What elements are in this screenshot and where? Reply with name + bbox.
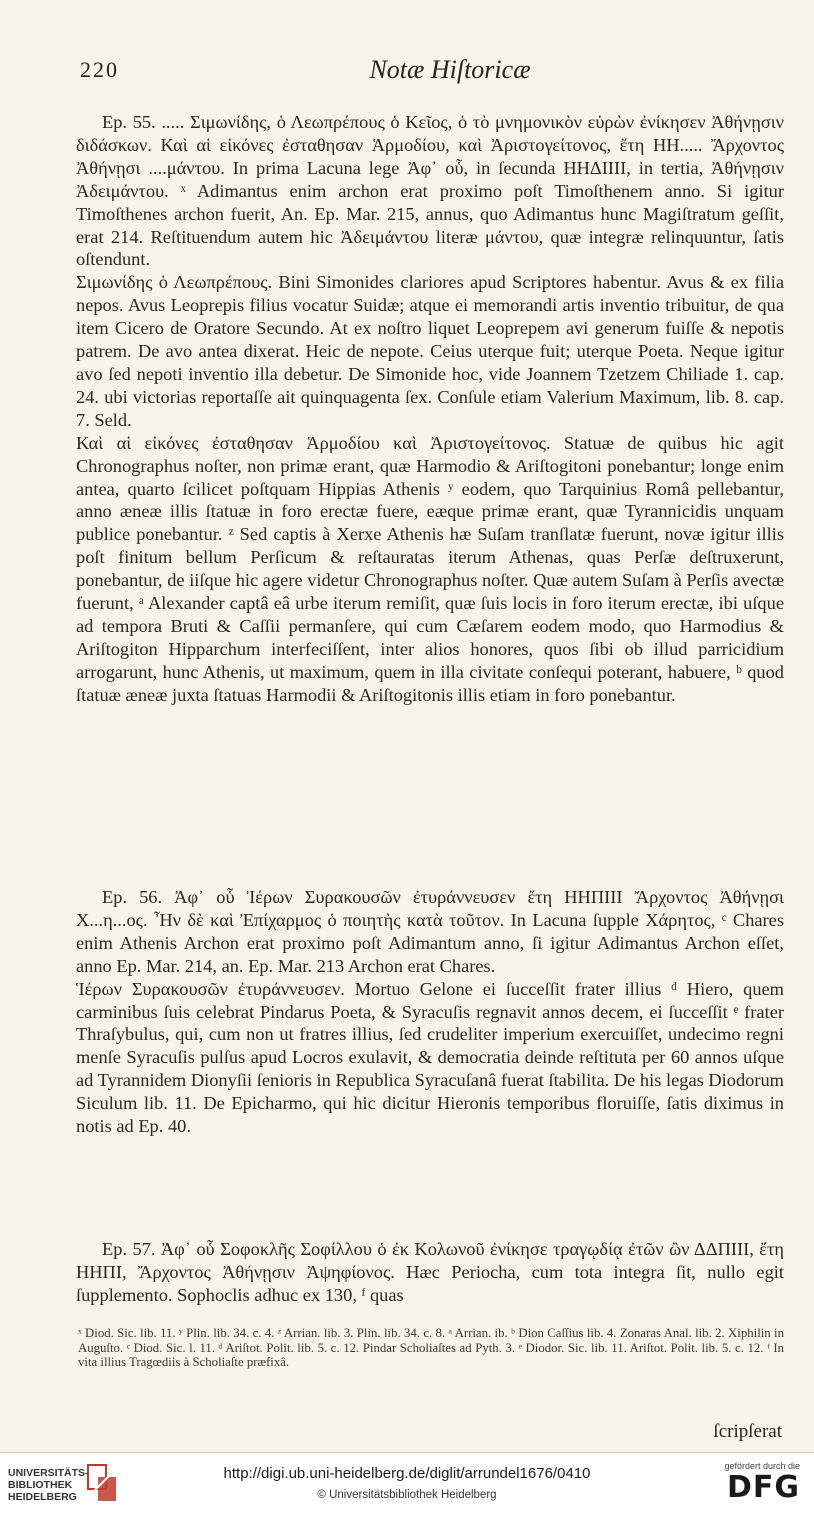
ep57-paragraph-1: Ep. 57. Ἀφ᾽ οὗ Σοφοκλῆς Σοφίλλου ὁ ἐκ Κολωνοῦ ἐνίκησε τραγῳδίᾳ ἐτῶν ὢν ΔΔΠΙΙΙ, ἔτη ΗΗΠΙ, Ἄρχοντος Ἀθήνῃσιν Ἀψηφίονος. Hæc Periocha, cum tota integra ſit, nullo egit ſupplemento. Sophoclis adhuc ex 130, ᶠ quas <box>76 1239 784 1305</box>
ep55-paragraph-3: Καὶ αἱ εἰκόνες ἐσταθησαν Ἁρμοδίου καὶ Ἀριστογείτονος. Statuæ de quibus hic agit Chronographus noſter, non primæ erant, quæ Harmodio & Ariſtogitoni ponebantur; longe enim antea, quarto ſcilicet poſtquam Hippias Athenis ʸ eodem, quo Tarquinius Româ pellebantur, anno æneæ illis ſtatuæ in foro erectæ fuere, eæque primæ erant, quæ Tyrannicidis unquam publice ponebantur. ᶻ Sed captis à Xerxe Athenis hæ Suſam tranſlatæ fuerunt, novæ igitur illis poſt finitum bellum Perſicum & reſtauratas iterum Athenas, quas Perſæ deſtruxerunt, ponebantur, de iiſque hic agere videtur Chronographus noſter. Quæ autem Suſam à Perſis avectæ fuerunt, ᵃ Alexander captâ eâ urbe iterum remiſit, quæ ſuis locis in foro iterum erectæ, ibi uſque ad tempora Bruti & Caſſii permanſere, qui cum Cæſarem eodem modo, quo Harmodius & Ariſtogiton Hipparchum interfeciſſent, inter alios honores, quos ſibi ob illud parricidium arrogarunt, hunc Athenis, ut maximum, quem in illa civitate conſequi poterant, habuere, ᵇ quod ſtatuæ æneæ juxta ſtatuas Harmodii & Ariſtogitonis illis etiam in foro ponebantur. <box>76 432 784 705</box>
ep55-paragraph-1: Ep. 55. ..... Σιμωνίδης, ὁ Λεωπρέπους ὁ Κεῖος, ὁ τὸ μνημονικὸν εὑρὼν ἐνίκησεν Ἀθήνῃσιν διδάσκων. Καὶ αἱ εἰκόνες ἐσταθησαν Ἁρμοδίου, καὶ Ἀριστογείτονος, ἔτη ΗΗ..... Ἄρχοντος Ἀθήνῃσι ....μάντου. In prima Lacuna lege Ἀφ᾽ οὗ, in ſecunda ΗΗΔΙΙΙΙ, in tertia, Ἀθήνῃσιν Ἀδειμάντου. ˣ Adimantus enim archon erat proximo poſt Timoſthenem anno. Si igitur Timoſthenes archon fuerit, An. Ep. Mar. 215, annus, quo Adimantus hunc Magiſtratum geſſit, erat 214. Reſtituendum autem hic Ἀδειμάντου literæ μάντου, quæ integræ relinquuntur, ſatis oſtendunt. <box>76 112 784 270</box>
viewer-footer <box>0 1452 814 1518</box>
page-number: 220 <box>80 57 119 82</box>
ep56-paragraph-2: Ἱέρων Συρακουσῶν ἐτυράννευσεν. Mortuo Gelone ei ſucceſſit frater illius ᵈ Hiero, quem carminibus ſuis celebrat Pindarus Poeta, & Syracuſis regnavit annos decem, ei ſucceſſit ᵉ frater Thraſybulus, qui, cum non ut fratres illius, ſed crudeliter imperium exercuiſſet, undecimo regni menſe Syracuſis pulſus apud Locros exulavit, & democratia deinde reſtituta per 60 annos uſque ad Tyrannidem Dionyſii ſenioris in Republica Syracuſanâ fuerat ſtabilita. De his legas Diodorum Siculum lib. 11. De Epicharmo, qui hic dicitur Hieronis temporibus floruiſſe, ſatis diximus in notis ad Ep. 40. <box>76 978 784 1137</box>
footnotes: ˣ Diod. Sic. lib. 11. ʸ Plin. lib. 34. c. 4. ᶻ Arrian. lib. 3. Plin. lib. 34. c. 8. ᵃ Arrian. ib. ᵇ Dion Caſſius lib. 4. Zonaras Anal. lib. 2. Xiphilin in Auguſto. ᶜ Diod. Sic. l. 11. ᵈ Ariſtot. Polit. lib. 5. c. 12. Pindar Scholiaſtes ad Pyth. 3. ᵉ Diodor. Sic. lib. 11. Ariſtot. Polit. lib. 5. c. 12. ᶠ In vita illius Tragœdiis à Scholiaſte præfixâ. <box>78 1326 784 1369</box>
catchword: ſcripſerat <box>713 1421 782 1442</box>
page-header <box>80 55 784 87</box>
ep55-paragraph-2: Σιμωνίδης ὁ Λεωπρέπους. Bini Simonides clariores apud Scriptores habentur. Avus & ex filia nepos. Avus Leoprepis filius vocatur Suidæ; atque ei memorandi artis inventio tribuitur, de qua item Cicero de Oratore Secundo. At ex noſtro liquet Leoprepem avi generum fuiſſe & nepotis patrem. De avo antea dixerat. Heic de nepote. Ceius uterque fuit; uterque Poeta. Neque igitur avo ſed nepoti inventio illa debetur. De Simonide hoc, vide Joannem Tzetzem Chiliade 1. cap. 24. ubi victorias reportaſſe ait quinquagenta ſex. Conſule etiam Valerium Maximum, lib. 8. cap. 7. Seld. <box>76 272 784 430</box>
running-title: Notæ Hiſtoricæ <box>369 55 531 84</box>
funder-logo[interactable] <box>710 1461 800 1511</box>
entry-ep56 <box>76 886 784 1138</box>
entry-ep57 <box>76 1238 784 1307</box>
ep56-paragraph-1: Ep. 56. Ἀφ᾽ οὗ Ἱέρων Συρακουσῶν ἐτυράννευσεν ἔτη ΗΗΠΙΙΙ Ἄρχοντος Ἀθήνῃσι Χ...η...ος. Ἦν δὲ καὶ Ἐπίχαρμος ὁ ποιητὴς κατὰ τοῦτον. In Lacuna ſupple Χάρητος, ᶜ Chares enim Athenis Archon erat proximo poſt Adimantum anno, ſi igitur Adimantus Archon eſſet, anno Ep. Mar. 214, an. Ep. Mar. 213 Archon erat Chares. <box>76 887 784 976</box>
copyright-notice: © Universitätsbibliothek Heidelberg <box>317 1489 497 1501</box>
dfg-logo-text: DFG <box>726 1470 800 1505</box>
funder-label: gefördert durch die <box>724 1461 800 1471</box>
entry-ep55 <box>76 111 784 707</box>
library-logo-text: UNIVERSITÄTS- BIBLIOTHEK HEIDELBERG <box>8 1467 89 1503</box>
page-url-link[interactable]: http://digi.ub.uni-heidelberg.de/diglit/arrundel1676/0410 <box>223 1465 591 1482</box>
